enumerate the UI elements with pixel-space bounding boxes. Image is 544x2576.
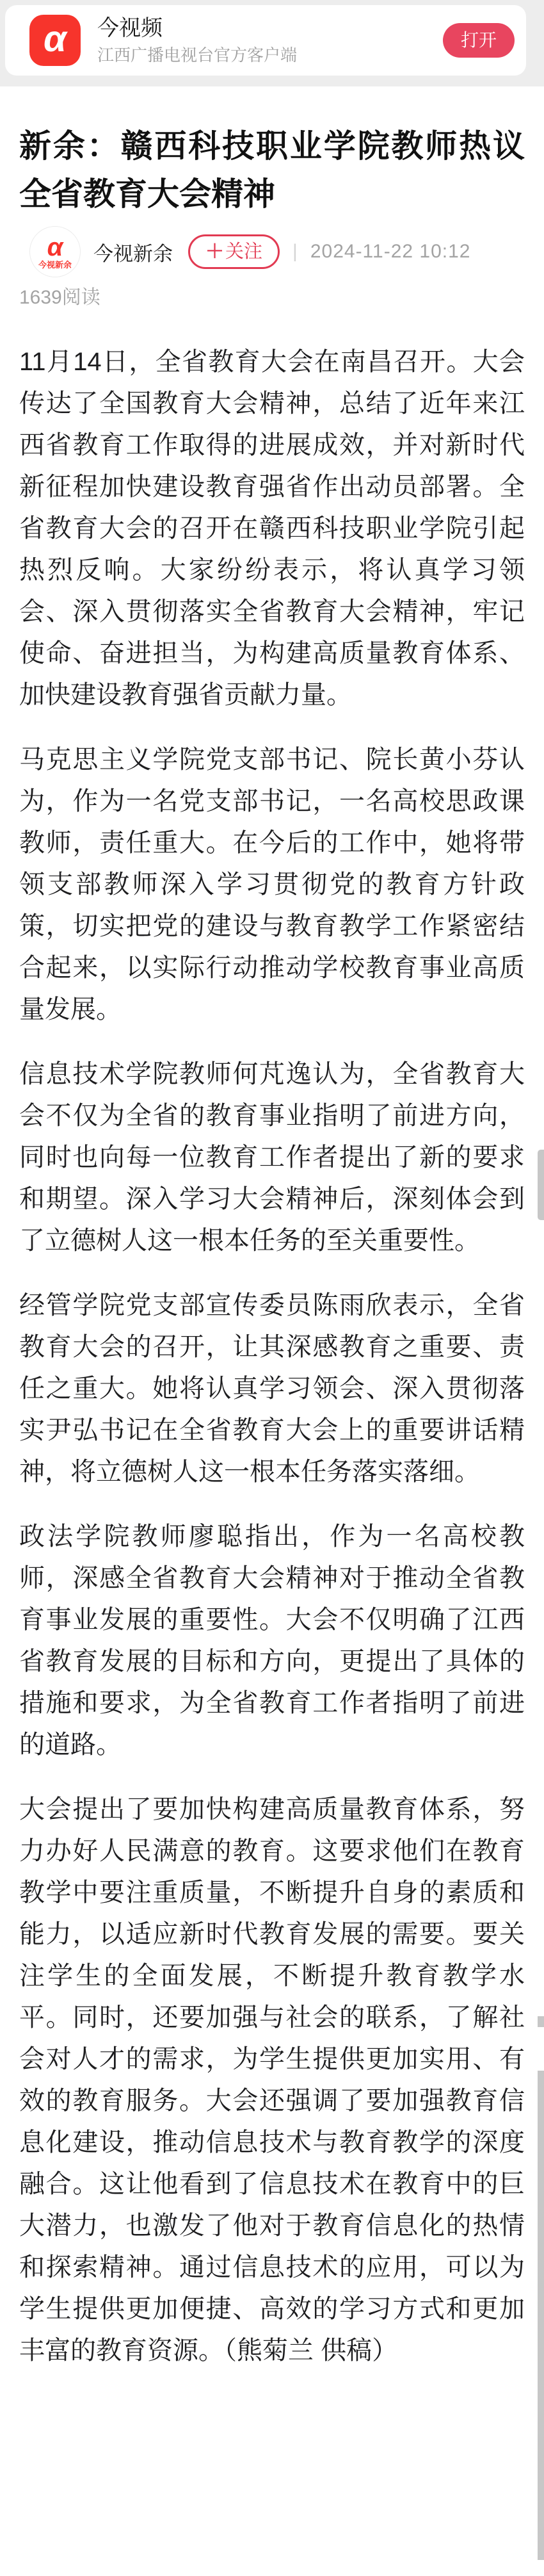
plus-icon: ＋ (205, 241, 225, 262)
article-title: 新余：赣西科技职业学院教师热议全省教育大会精神 (19, 128, 525, 212)
publish-date: 2024-11-22 10:12 (310, 241, 471, 262)
article-paragraph: 经管学院党支部宣传委员陈雨欣表示，全省教育大会的召开，让其深感教育之重要、责任之重大。她将认真学习领会、深入贯彻落实尹弘书记在全省教育大会上的重要讲话精神，将立德树人这一根本任务落实落细。 (19, 1291, 525, 1486)
author-name[interactable]: 今视新余 (93, 242, 173, 265)
follow-button-label: 关注 (225, 241, 263, 262)
scrollbar-thumb[interactable] (538, 2071, 544, 2560)
app-logo (29, 15, 81, 66)
article-paragraph: 大会提出了要加快构建高质量教育体系，努力办好人民满意的教育。这要求他们在教育教学中要注重质量，不断提升自身的素质和能力，以适应新时代教育发展的需要。要关注学生的全面发展，不断提升教育教学水平。同时，还要加强与社会的联系，了解社会对人才的需求，为学生提供更加实用、有效的教育服务。大会还强调了要加强教育信息化建设，推动信息技术与教育教学的深度融合。这让他看到了信息技术在教育中的巨大潜力，也激发了他对于教育信息化的热情和探索精神。通过信息技术的应用，可以为学生提供更加便捷、高效的学习方式和更加丰富的教育资源。（熊菊兰 供稿） (19, 1795, 525, 2365)
author-row (19, 226, 525, 277)
article-paragraph: 政法学院教师廖聪指出，作为一名高校教师，深感全省教育大会精神对于推动全省教育事业发展的重要性。大会不仅明确了江西省教育发展的目标和方向，更提出了具体的措施和要求，为全省教育工作者指明了前进的道路。 (19, 1522, 525, 1759)
author-avatar[interactable] (29, 226, 81, 277)
avatar-alpha-icon: α (47, 233, 63, 261)
scrollbar-thumb[interactable] (538, 1150, 544, 1220)
article-body (19, 341, 525, 2372)
article-paragraph: 信息技术学院教师何芃逸认为，全省教育大会不仅为全省的教育事业指明了前进方向，同时也向每一位教育工作者提出了新的要求和期望。深入学习大会精神后，深刻体会到了立德树人这一根本任务的至关重要性。 (19, 1060, 525, 1255)
app-name: 今视频 (97, 16, 163, 41)
scrollbar-thumb[interactable] (538, 2016, 544, 2027)
follow-button[interactable] (188, 234, 280, 269)
meta-separator: | (292, 241, 298, 262)
reads-count: 1639阅读 (19, 287, 100, 308)
app-banner-text (97, 16, 443, 65)
app-banner-card (5, 5, 526, 76)
avatar-label: 今视新余 (38, 260, 72, 270)
app-logo-alpha-icon: α (44, 18, 67, 60)
app-subtitle: 江西广播电视台官方客户端 (97, 45, 298, 65)
app-banner (0, 0, 544, 86)
article-paragraph: 马克思主义学院党支部书记、院长黄小芬认为，作为一名党支部书记，一名高校思政课教师，责任重大。在今后的工作中，她将带领支部教师深入学习贯彻党的教育方针政策，切实把党的建设与教育教学工作紧密结合起来，以实际行动推动学校教育事业高质量发展。 (19, 746, 525, 1023)
open-app-button[interactable]: 打开 (443, 23, 515, 58)
article (0, 122, 544, 2372)
article-paragraph: 11月14日，全省教育大会在南昌召开。大会传达了全国教育大会精神，总结了近年来江西省教育工作取得的进展成效，并对新时代新征程加快建设教育强省作出动员部署。全省教育大会的召开在赣西科技职业学院引起热烈反响。大家纷纷表示，将认真学习领会、深入贯彻落实全省教育大会精神，牢记使命、奋进担当，为构建高质量教育体系、加快建设教育强省贡献力量。 (19, 348, 525, 709)
